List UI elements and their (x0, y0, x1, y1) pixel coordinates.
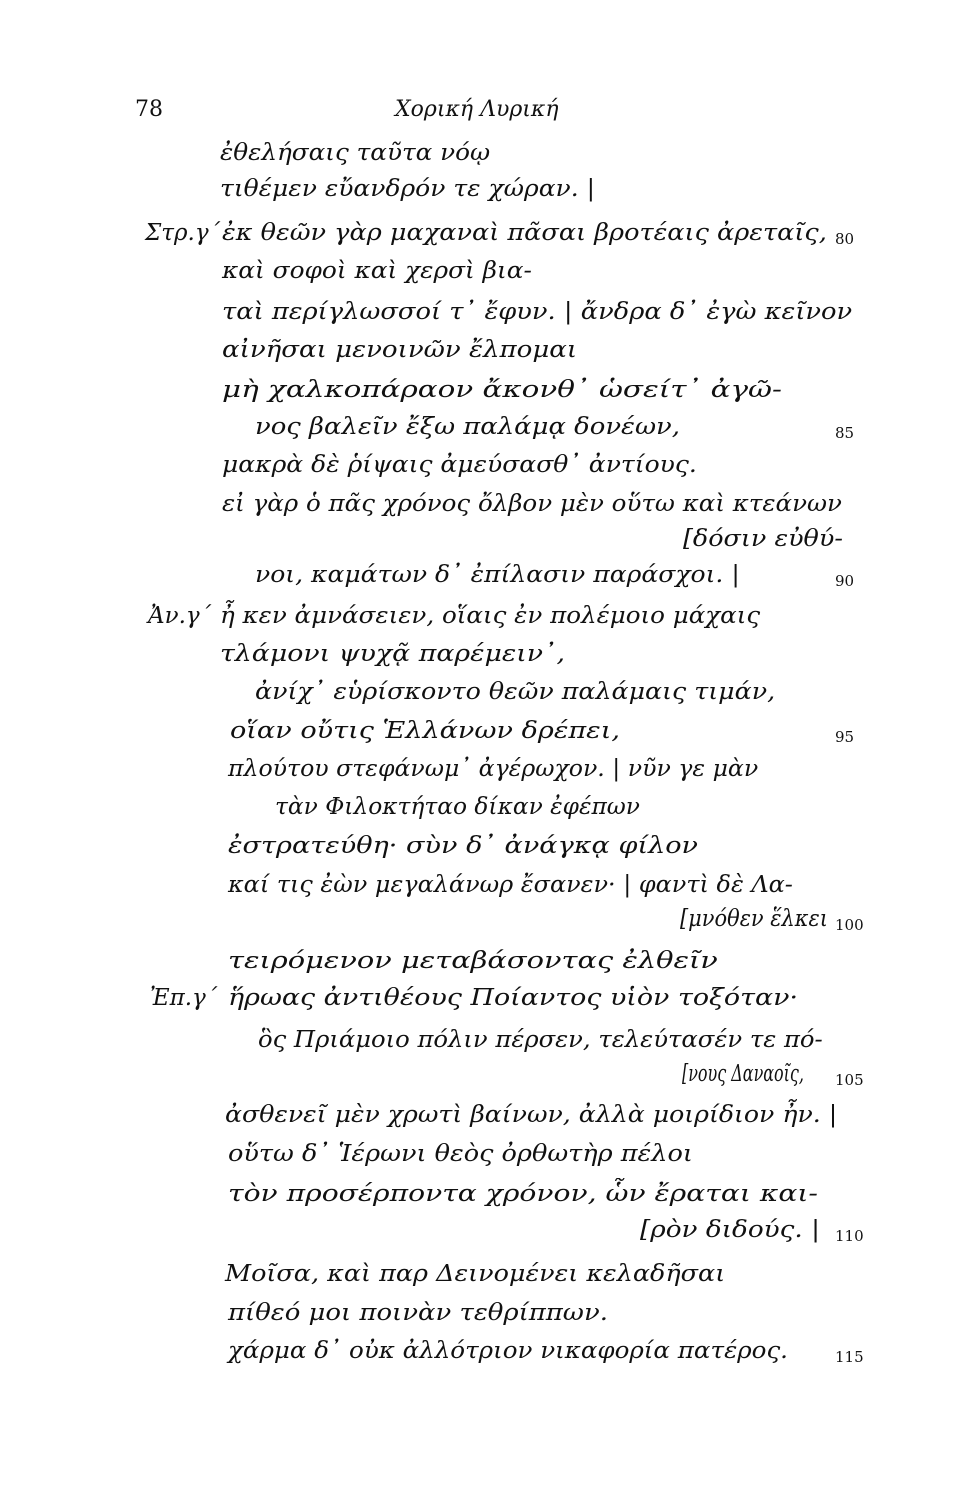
verse-line: χάρμα δ᾽ οὐκ ἀλλότριον νικαφορία πατέρος. (228, 1338, 788, 1364)
verse-line: οἵαν οὔτις Ἑλλάνων δρέπει, (230, 718, 620, 744)
verse-line: τὰν Φιλοκτήταο δίκαν ἐφέπων (275, 794, 640, 820)
line-number: 90 (835, 572, 855, 590)
section-marker: Ἀν.γ΄ (148, 603, 212, 629)
running-title: Χορική Λυρική (395, 97, 559, 122)
line-number: 95 (835, 728, 855, 746)
verse-line: ἐκ θεῶν γὰρ μαχαναὶ πᾶσαι βροτέαις ἀρεταῖς, (222, 220, 827, 246)
verse-line: ἀσθενεῖ μὲν χρωτὶ βαίνων, ἀλλὰ μοιρίδιον ἦν. | (225, 1102, 838, 1128)
verse-line: μὴ χαλκοπάραον ἄκονθ᾽ ὡσείτ᾽ ἀγῶ- (222, 377, 782, 403)
verse-line: ἥρωας ἀντιθέους Ποίαντος υἱὸν τοξόταν· (228, 985, 799, 1011)
page-number: 78 (135, 97, 163, 122)
verse-line: πίθεό μοι ποινὰν τεθρίππων. (228, 1300, 608, 1326)
verse-line: εἰ γὰρ ὁ πᾶς χρόνος ὄλβον μὲν οὕτω καὶ κτεάνων (222, 491, 842, 517)
verse-line: καί τις ἐὼν μεγαλάνωρ ἔσανεν· | φαντὶ δὲ Λα- (228, 872, 793, 898)
verse-line: νος βαλεῖν ἔξω παλάμᾳ δονέων, (255, 414, 681, 440)
verse-line: Μοῖσα, καὶ παρ Δεινομένει κελαδῆσαι (225, 1261, 726, 1287)
verse-line: ὃς Πριάμοιο πόλιν πέρσεν, τελεύτασέν τε πό- (258, 1027, 823, 1053)
verse-line: τλάμονι ψυχᾷ παρέμειν᾽, (220, 641, 565, 667)
verse-line: ἐθελήσαις ταῦτα νόῳ (220, 140, 491, 166)
verse-line: οὕτω δ᾽ Ἱέρωνι θεὸς ὀρθωτὴρ πέλοι (228, 1141, 693, 1167)
verse-line: μακρὰ δὲ ῥίψαις ἀμεύσασθ᾽ ἀντίους. (222, 452, 697, 478)
verse-line: [ρὸν διδούς. | (640, 1217, 820, 1243)
verse-line: [νους Δαναοῖς, (682, 1061, 804, 1087)
line-number: 110 (835, 1227, 864, 1245)
verse-line: ἦ κεν ἀμνάσειεν, οἵαις ἐν πολέμοιο μάχαις (220, 603, 761, 629)
verse-line: νοι, καμάτων δ᾽ ἐπίλασιν παράσχοι. | (255, 562, 740, 588)
section-marker: Ἐπ.γ΄ (150, 985, 218, 1011)
verse-line: τὸν προσέρποντα χρόνον, ὧν ἔραται και- (228, 1181, 818, 1207)
line-number: 115 (835, 1348, 864, 1366)
verse-line: ἀνίχ᾽ εὑρίσκοντο θεῶν παλάμαις τιμάν, (255, 679, 776, 705)
verse-line: αἰνῆσαι μενοινῶν ἔλπομαι (222, 337, 578, 363)
verse-line: ταὶ περίγλωσσοί τ᾽ ἔφυν. | ἄνδρα δ᾽ ἐγὼ κεῖνον (222, 299, 853, 325)
line-number: 80 (835, 230, 855, 248)
section-marker: Στρ.γ΄ (145, 220, 221, 246)
verse-line: ἐστρατεύθη· σὺν δ᾽ ἀνάγκᾳ φίλον (228, 833, 699, 859)
verse-line: [δόσιν εὐθύ- (683, 526, 843, 552)
line-number: 85 (835, 424, 855, 442)
line-number: 100 (835, 916, 864, 934)
verse-line: τειρόμενον μεταβάσοντας ἐλθεῖν (228, 948, 718, 974)
verse-line: τιθέμεν εὔανδρόν τε χώραν. | (220, 176, 596, 202)
verse-line: πλούτου στεφάνωμ᾽ ἀγέρωχον. | νῦν γε μὰν (228, 756, 759, 782)
line-number: 105 (835, 1071, 864, 1089)
verse-line: καὶ σοφοὶ καὶ χερσὶ βια- (222, 258, 532, 284)
verse-line: [μνόθεν ἕλκει (680, 906, 828, 932)
